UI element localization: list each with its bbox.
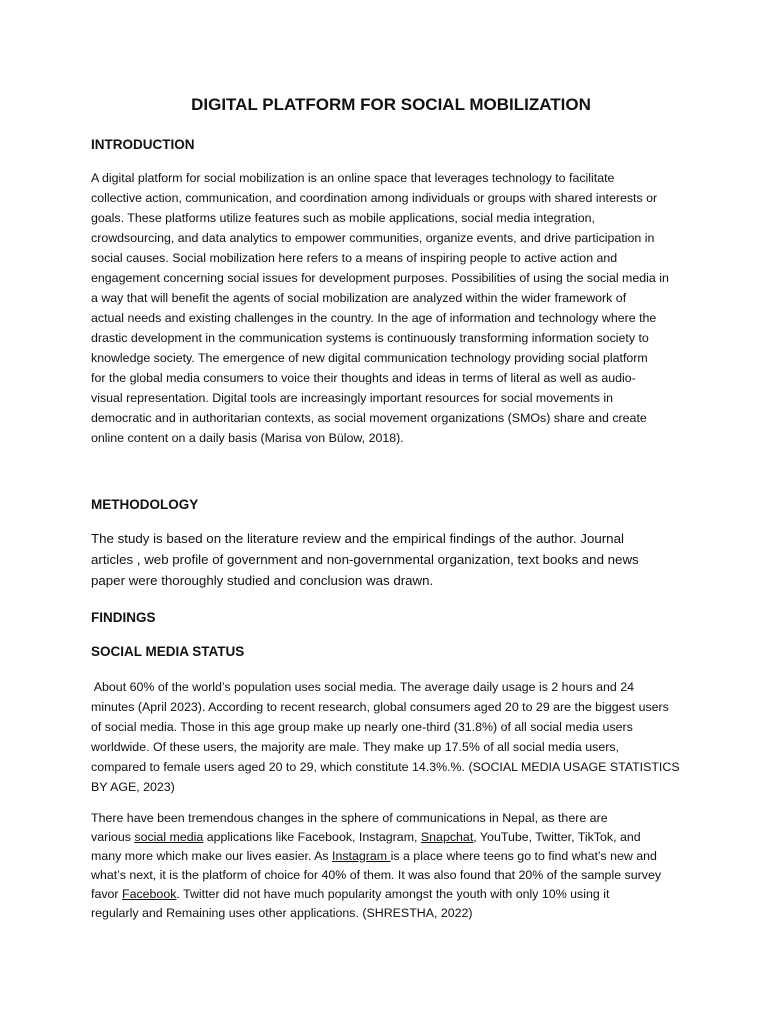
text-line: BY AGE, 2023) bbox=[91, 780, 175, 794]
introduction-paragraph bbox=[91, 168, 683, 448]
findings-paragraph-1 bbox=[91, 677, 683, 797]
text-line: actual needs and existing challenges in the country. In the age of information and technology where the bbox=[91, 311, 657, 325]
instagram-link[interactable]: Instagram bbox=[332, 849, 391, 863]
text-line: visual representation. Digital tools are increasingly important resources for social movements in bbox=[91, 391, 614, 405]
social-media-status-heading: SOCIAL MEDIA STATUS bbox=[91, 644, 245, 659]
text-line: About 60% of the world’s population uses social media. The average daily usage is 2 hours and 24 bbox=[91, 680, 635, 694]
text-line: crowdsourcing, and data analytics to empower communities, organize events, and drive participation in bbox=[91, 231, 655, 245]
text-line: paper were thoroughly studied and conclusion was drawn. bbox=[91, 573, 434, 589]
text-line bbox=[91, 885, 683, 904]
text-span: various bbox=[91, 830, 135, 844]
text-line: The study is based on the literature review and the empirical findings of the author. Journal bbox=[91, 531, 624, 546]
text-line: online content on a daily basis (Marisa von Bülow, 2018). bbox=[91, 431, 404, 445]
facebook-link[interactable]: Facebook bbox=[122, 887, 177, 901]
text-line: worldwide. Of these users, the majority are male. They make up 17.5% of all social media users, bbox=[91, 740, 619, 754]
text-line: a way that will benefit the agents of social mobilization are analyzed within the wider framework of bbox=[91, 291, 627, 305]
text-line: of social media. Those in this age group make up nearly one-third (31.8%) of all social media users bbox=[91, 720, 633, 734]
text-span: applications like Facebook, Instagram, bbox=[203, 830, 421, 844]
text-span: , YouTube, Twitter, TikTok, and bbox=[473, 830, 641, 844]
social-media-link[interactable]: social media bbox=[134, 830, 204, 844]
text-span: . Twitter did not have much popularity amongst the youth with only 10% using it bbox=[176, 887, 610, 901]
text-line: what’s next, it is the platform of choice for 40% of them. It was also found that 20% of the sample survey bbox=[91, 868, 662, 882]
text-line: minutes (April 2023). According to recent research, global consumers aged 20 to 29 are the biggest users bbox=[91, 700, 669, 714]
text-line: democratic and in authoritarian contexts, as social movement organizations (SMOs) share and create bbox=[91, 411, 647, 425]
text-line: articles , web profile of government and non-governmental organization, text books and news bbox=[91, 552, 639, 568]
text-line bbox=[91, 847, 683, 866]
text-line: for the global media consumers to voice their thoughts and ideas in terms of literal as well as audio- bbox=[91, 371, 636, 385]
findings-paragraph-2 bbox=[91, 809, 683, 923]
text-line: social causes. Social mobilization here refers to a means of inspiring people to active action and bbox=[91, 251, 618, 265]
text-line: drastic development in the communication systems is continuously transforming information society to bbox=[91, 331, 649, 345]
text-line: knowledge society. The emergence of new digital communication technology providing social platform bbox=[91, 351, 648, 365]
methodology-heading: METHODOLOGY bbox=[91, 497, 199, 512]
introduction-heading: INTRODUCTION bbox=[91, 137, 195, 152]
text-line: A digital platform for social mobilization is an online space that leverages technology to facilitate bbox=[91, 171, 615, 185]
text-span: many more which make our lives easier. As bbox=[91, 849, 333, 863]
text-line: There have been tremendous changes in the sphere of communications in Nepal, as there are bbox=[91, 811, 608, 825]
text-span: favor bbox=[91, 887, 122, 901]
text-span: is a place where teens go to find what’s new and bbox=[390, 849, 657, 863]
methodology-paragraph bbox=[91, 528, 683, 592]
text-line: regularly and Remaining uses other applications. (SHRESTHA, 2022) bbox=[91, 906, 473, 920]
text-line: collective action, communication, and coordination among individuals or groups with shared interests or bbox=[91, 191, 658, 205]
snapchat-link[interactable]: Snapchat bbox=[420, 830, 474, 844]
text-line: goals. These platforms utilize features such as mobile applications, social media integration, bbox=[91, 211, 595, 225]
text-line bbox=[91, 828, 683, 847]
findings-heading: FINDINGS bbox=[91, 610, 156, 625]
text-line: compared to female users aged 20 to 29, which constitute 14.3%.%. (SOCIAL MEDIA USAGE STATISTICS bbox=[91, 760, 680, 774]
text-line: engagement concerning social issues for development purposes. Possibilities of using the social media in bbox=[91, 271, 669, 285]
document-title: DIGITAL PLATFORM FOR SOCIAL MOBILIZATION bbox=[191, 95, 591, 114]
